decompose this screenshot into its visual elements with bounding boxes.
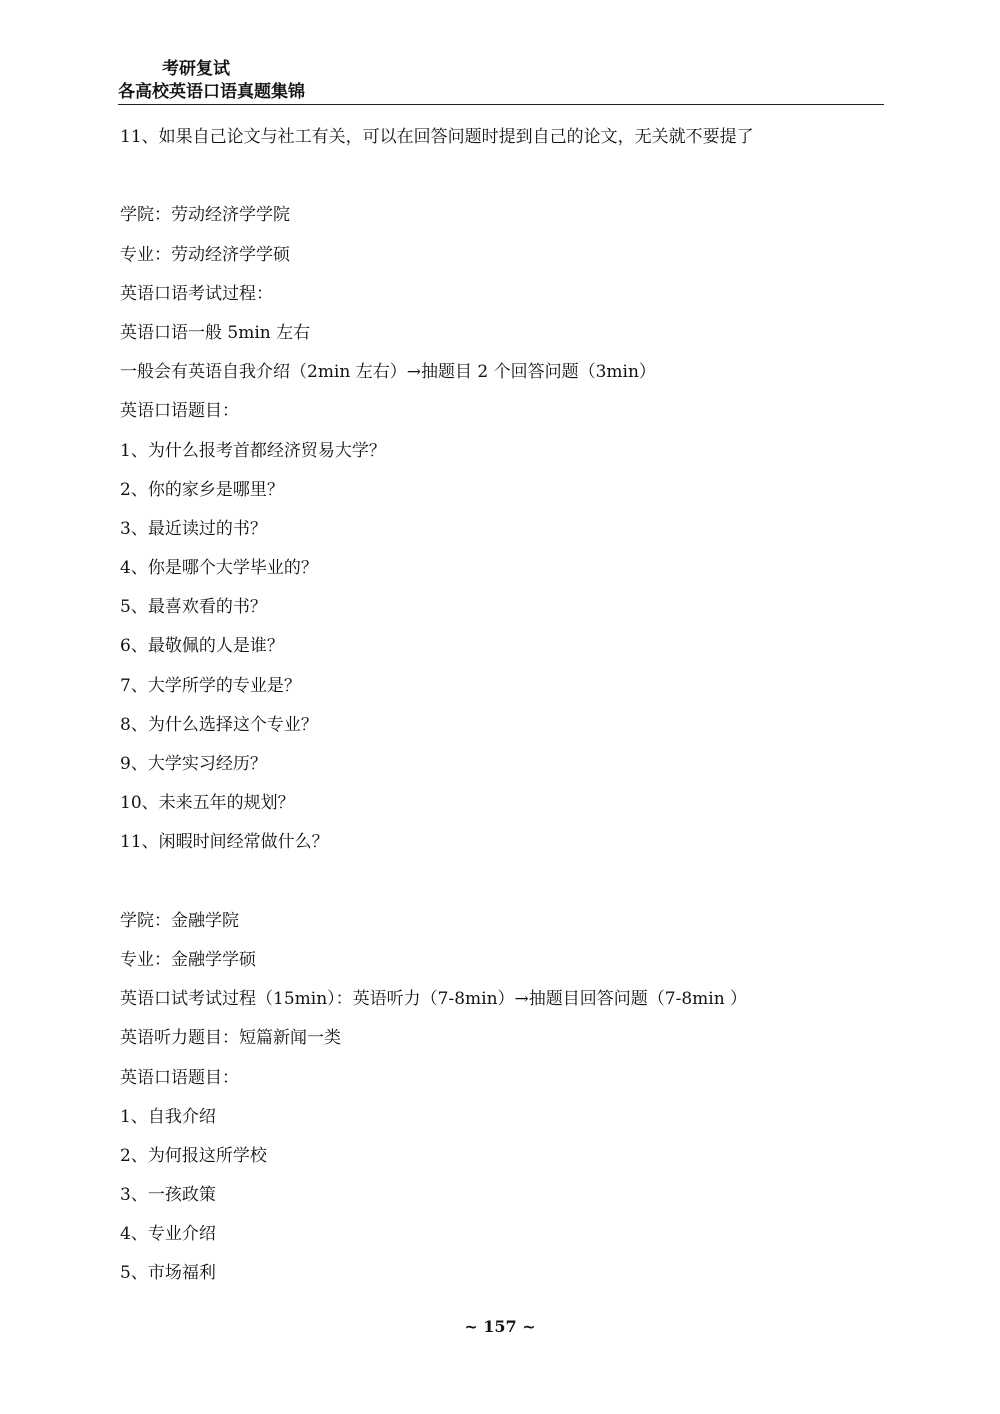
question-item: 3、一孩政策	[120, 1185, 216, 1206]
exam-flow: 一般会有英语自我介绍（2min 左右）→抽题目 2 个回答问题（3min）	[120, 362, 656, 383]
question-item: 10、未来五年的规划？	[120, 793, 295, 814]
section-major: 专业：劳动经济学学硕	[120, 244, 290, 265]
question-item: 1、为什么报考首都经济贸易大学？	[120, 440, 386, 461]
questions-title: 英语口语题目：	[120, 1067, 239, 1088]
section-major: 专业：金融学学硕	[120, 949, 256, 970]
process-title: 英语口语考试过程：	[120, 283, 273, 304]
questions-title: 英语口语题目：	[120, 401, 239, 422]
document-body	[120, 118, 880, 1294]
question-item: 9、大学实习经历？	[120, 754, 267, 774]
question-item: 4、专业介绍	[120, 1224, 216, 1245]
question-item: 5、最喜欢看的书？	[120, 597, 267, 618]
top-note: 11、如果自己论文与社工有关，可以在回答问题时提到自己的论文，无关就不要提了	[120, 127, 754, 147]
section-finance	[120, 902, 880, 1294]
question-item: 6、最敬佩的人是谁？	[120, 636, 284, 657]
question-item: 8、为什么选择这个专业？	[120, 714, 318, 735]
spacer	[120, 863, 880, 902]
question-item: 2、为何报这所学校	[120, 1145, 267, 1166]
question-item: 3、最近读过的书？	[120, 518, 267, 539]
section-college: 学院：劳动经济学学院	[120, 205, 290, 226]
exam-process: 英语口试考试过程（15min）：英语听力（7-8min）→抽题目回答问题（7-8min ）	[120, 989, 748, 1010]
question-item: 4、你是哪个大学毕业的？	[120, 558, 318, 579]
section-college: 学院：金融学院	[120, 910, 239, 931]
question-item: 7、大学所学的专业是？	[120, 675, 301, 696]
exam-duration: 英语口语一般 5min 左右	[120, 322, 311, 343]
header-title: 考研复试	[162, 59, 230, 79]
header-subtitle: 各高校英语口语真题集锦	[118, 82, 305, 102]
question-item: 1、自我介绍	[120, 1106, 216, 1127]
page-header	[118, 58, 884, 103]
header-divider	[118, 104, 884, 105]
spacer	[120, 157, 880, 196]
question-item: 11、闲暇时间经常做什么？	[120, 832, 329, 853]
question-item: 5、市场福利	[120, 1263, 216, 1284]
page-number: ~ 157 ~	[464, 1317, 536, 1336]
section-labor-economics	[120, 196, 880, 862]
question-item: 2、你的家乡是哪里？	[120, 479, 284, 500]
listening-topic: 英语听力题目：短篇新闻一类	[120, 1028, 341, 1049]
